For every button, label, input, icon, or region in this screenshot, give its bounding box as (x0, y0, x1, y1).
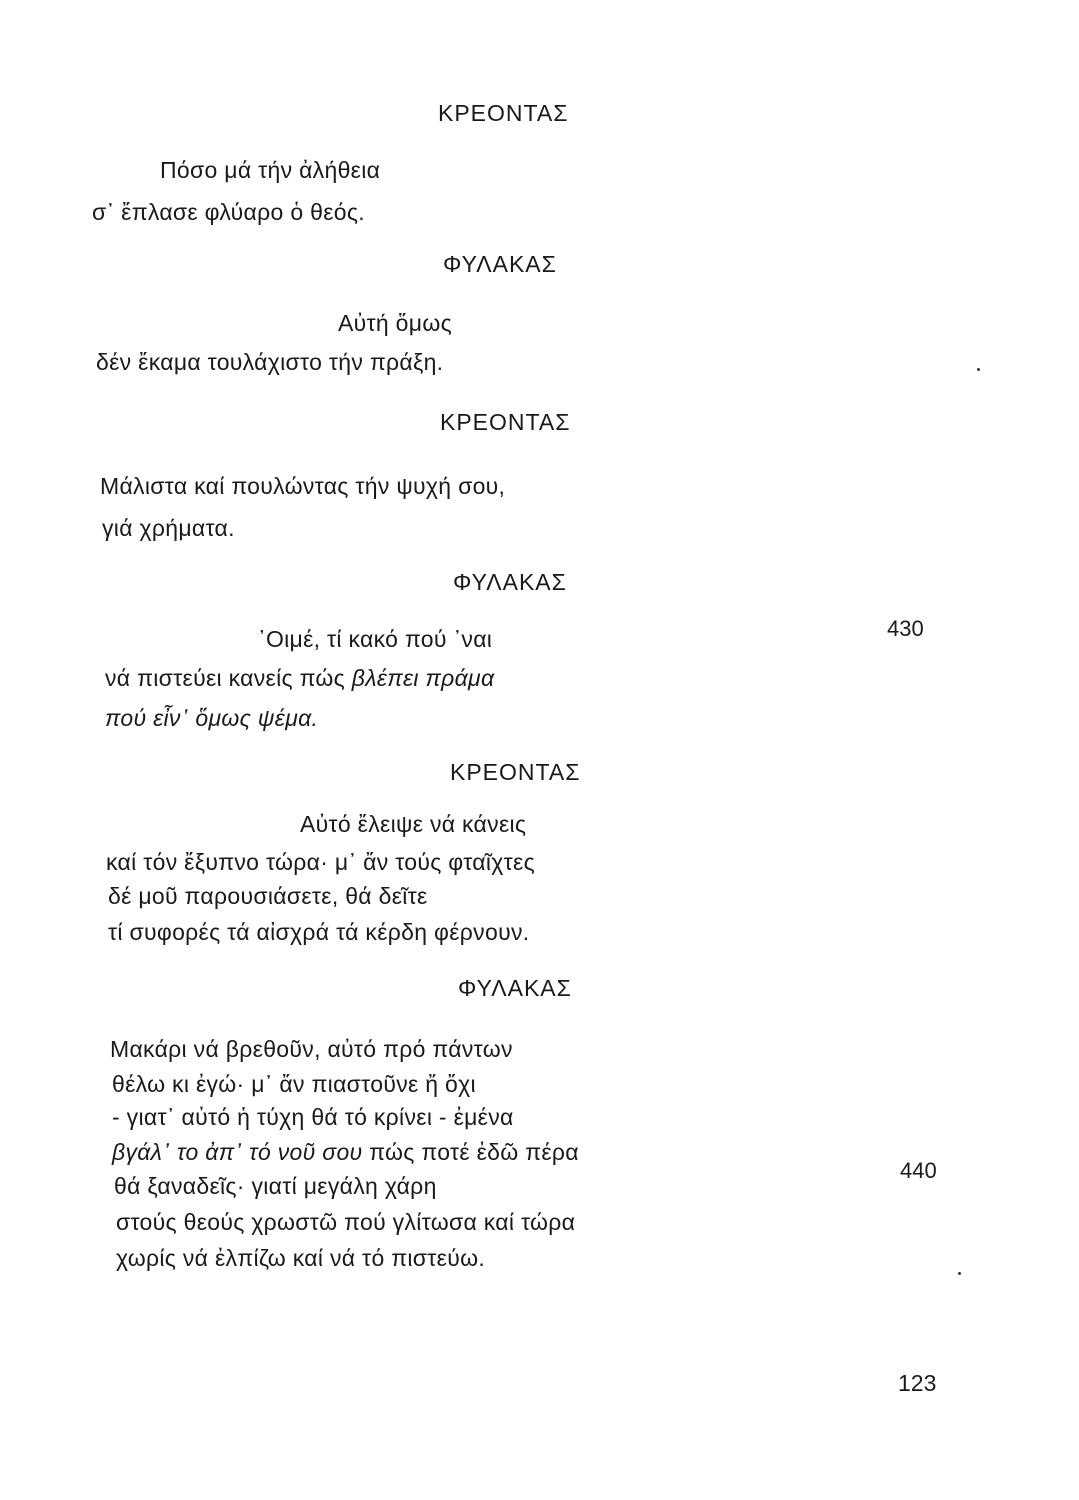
verse-line: στούς θεούς χρωστῶ πού γλίτωσα καί τώρα (116, 1209, 576, 1235)
verse-line: Αὐτό ἔλειψε νά κάνεις (300, 811, 527, 837)
verse-line: ᾽Οιμέ, τί κακό πού ᾽ναι (258, 626, 493, 652)
verse-line: θά ξαναδεῖς· γιατί μεγάλη χάρη (114, 1173, 437, 1199)
verse-line-roman: πώς ποτέ ἐδῶ πέρα (362, 1139, 579, 1165)
verse-line: χωρίς νά ἐλπίζω καί νά τό πιστεύω. (116, 1245, 486, 1271)
verse-line: Μακάρι νά βρεθοῦν, αὐτό πρό πάντων (110, 1036, 513, 1062)
speaker-label: ΚΡΕΟΝΤΑΣ (450, 759, 581, 785)
verse-line: πού εἶν᾽ ὅμως ψέμα. (105, 705, 319, 731)
page-number: 123 (898, 1370, 937, 1396)
verse-line-italic: βγάλ᾽ το ἀπ᾽ τό νοῦ σου (112, 1139, 363, 1165)
verse-line-roman: νά πιστεύει κανείς πώς (105, 665, 352, 691)
line-number: 430 (887, 616, 924, 641)
verse-line: δέν ἔκαμα τουλάχιστο τήν πράξη. (96, 349, 444, 375)
scan-speck (958, 1272, 961, 1275)
verse-line: δέ μοῦ παρουσιάσετε, θά δεῖτε (108, 883, 428, 909)
verse-line: Αὐτή ὅμως (338, 310, 452, 336)
verse-line: θέλω κι ἐγώ· μ᾽ ἄν πιαστοῦνε ἤ ὄχι (112, 1071, 476, 1097)
verse-line: γιά χρήματα. (102, 515, 235, 541)
speaker-label: ΚΡΕΟΝΤΑΣ (438, 100, 569, 126)
verse-line: τί συφορές τά αἰσχρά τά κέρδη φέρνουν. (108, 919, 530, 945)
speaker-label: ΚΡΕΟΝΤΑΣ (440, 409, 571, 435)
scan-speck (977, 368, 980, 371)
verse-line: Μάλιστα καί πουλώντας τήν ψυχή σου, (100, 473, 506, 499)
verse-line (105, 664, 494, 692)
verse-line: - γιατ᾽ αὐτό ἡ τύχη θά τό κρίνει - ἐμένα (112, 1104, 514, 1130)
verse-line: καί τόν ἔξυπνο τώρα· μ᾽ ἄν τούς φταῖχτες (106, 849, 535, 875)
verse-line: σ᾽ ἔπλασε φλύαρο ὁ θεός. (92, 199, 365, 225)
verse-line: Πόσο μά τήν ἀλήθεια (160, 157, 381, 183)
verse-line-italic: βλέπει πράμα (351, 665, 495, 691)
speaker-label: ΦΥΛΑΚΑΣ (453, 569, 567, 595)
verse-line (112, 1138, 579, 1166)
line-number: 440 (900, 1158, 937, 1183)
speaker-label: ΦΥΛΑΚΑΣ (443, 251, 557, 277)
speaker-label: ΦΥΛΑΚΑΣ (458, 975, 572, 1001)
